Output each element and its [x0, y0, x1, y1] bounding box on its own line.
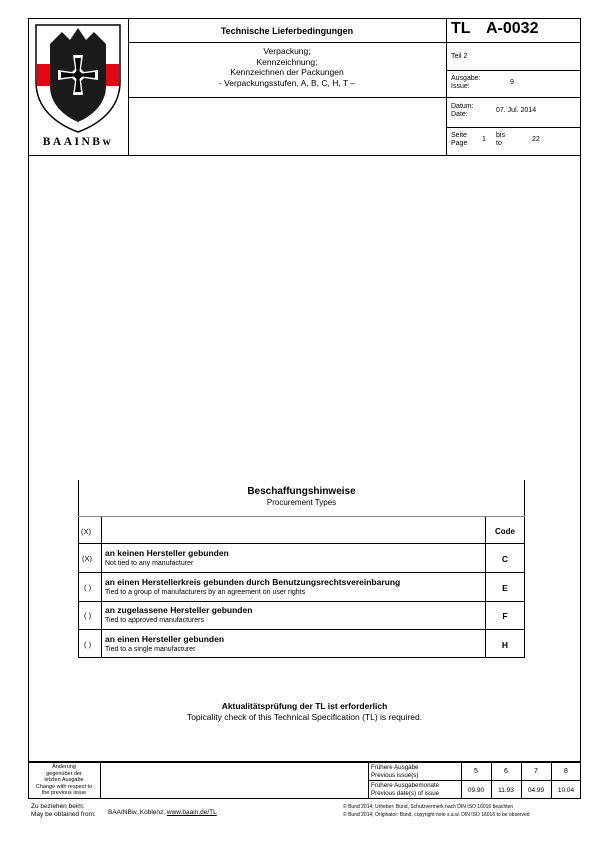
proc-row-desc: Not tied to any manufacturer [105, 560, 194, 567]
issue-label-en: Issue: [451, 83, 470, 90]
page-to-label-de: bis [496, 132, 505, 139]
proc-col-sep-mark [101, 516, 102, 658]
doc-id-prefix: TL [451, 20, 471, 37]
doc-title-line: - Verpackungsstufen, A, B, C, H, T – [218, 77, 356, 88]
topicality-en: Topicality check of this Technical Specification (TL) is required. [186, 712, 423, 722]
doc-title [128, 46, 446, 88]
footer-change-line: Change with respect to [35, 783, 93, 790]
footer-sep-change [100, 762, 101, 799]
footer-change-line: the previous issue [41, 790, 87, 796]
meta-divider [446, 18, 447, 155]
footer-prev-dates-de: Frühere Ausgabemonate [371, 782, 440, 789]
footer-date-cell: 09.90 [467, 787, 485, 794]
proc-row-rule [78, 543, 525, 544]
footer-change-line: gegenüber der [46, 770, 82, 777]
meta-rule-issue [446, 70, 581, 71]
proc-row-mark: ( ) [84, 583, 92, 592]
footer-prev-dates-label [371, 782, 439, 797]
obtain-source [108, 809, 217, 816]
proc-row-code: C [501, 554, 509, 564]
copyright-note [343, 803, 530, 819]
doc-type: Technische Lieferbedingungen [220, 26, 354, 36]
page-to-label [496, 132, 505, 148]
proc-row-title: an zugelassene Hersteller gebunden [105, 605, 253, 615]
date-label-en: Date: [451, 111, 468, 118]
issue-value: 9 [510, 79, 514, 86]
footer-date-cell: 04.99 [527, 787, 545, 794]
obtain-label [31, 803, 96, 819]
proc-row-rule [78, 572, 525, 573]
proc-row-mark: ( ) [84, 640, 92, 649]
proc-row-title: an einen Herstellerkreis gebunden durch Benutzungsrechtsvereinbarung [105, 577, 401, 587]
footer-change-line: letzten Ausgabe [44, 777, 84, 783]
obtain-label-en: May be obtained from: [31, 811, 96, 818]
proc-row-code: E [502, 583, 508, 593]
topicality-de: Aktualitätsprüfung der TL ist erforderlich [221, 701, 388, 711]
page-from: 1 [482, 136, 486, 143]
footer-date-cell: 11.93 [498, 787, 514, 794]
header-rule-2 [128, 97, 581, 98]
page-label-en: Page [451, 140, 468, 147]
doc-title-line: Kennzeichnung; [256, 56, 318, 67]
page-label-de: Seite [451, 132, 467, 139]
footer-change-note [28, 764, 100, 797]
proc-row-desc: Tied to a single manufacturer [105, 646, 196, 653]
header-bottom-rule [28, 155, 581, 156]
doc-id-number: A-0032 [486, 20, 539, 37]
footer-date-cell: 10.04 [557, 787, 575, 794]
footer-prev-issue-de: Frühere Ausgabe [371, 764, 419, 771]
doc-title-line: Kennzeichnen der Packungen [230, 67, 344, 77]
date-label-de: Datum: [451, 103, 474, 110]
date-label [451, 103, 474, 119]
page-label [451, 132, 467, 148]
date-value: 07. Jul. 2014 [496, 107, 537, 114]
proc-row-desc: Tied to a group of manufacturers by an agreement on user rights [105, 589, 306, 596]
footer-issue-cell: 5 [474, 768, 478, 775]
proc-title: Beschaffungshinweise [247, 486, 356, 497]
obtain-label-de: Zu beziehen beim: [31, 803, 85, 810]
footer-change-line: Änderung [52, 764, 76, 770]
footer-issue-cell: 8 [564, 768, 568, 775]
footer-issue-cell: 7 [534, 768, 538, 775]
page-to: 22 [532, 136, 540, 143]
logo-cell [28, 18, 128, 155]
footer-prev-dates-en: Previous date(s) of issue [371, 789, 440, 797]
footer-mid-rule [368, 780, 581, 781]
proc-bottom-border [78, 657, 525, 658]
proc-col-code: Code [495, 527, 515, 536]
proc-subtitle: Procurement Types [266, 498, 337, 507]
issue-label-de: Ausgabe: [451, 75, 481, 82]
doc-title-line: Verpackung; [263, 46, 311, 56]
proc-header-top-rule [78, 516, 525, 517]
footer-prev-issue-en: Previous issue(s) [371, 771, 419, 779]
logo-text: BAAINBw [42, 136, 114, 148]
proc-col-x: (X) [81, 527, 91, 536]
baainbw-logo [32, 22, 124, 134]
page-to-label-en: to [496, 140, 502, 147]
issue-label [451, 75, 481, 91]
proc-row-code: F [502, 611, 508, 621]
proc-row-mark: (X) [82, 554, 92, 563]
proc-row-code: H [501, 640, 509, 650]
copyright-en: © Bund 2014; Originator: Bund, copyright note s.a.w. DIN ISO 16016 to be observed [343, 812, 530, 818]
footer-prev-issue-label [371, 764, 418, 779]
proc-row-rule [78, 601, 525, 602]
proc-row-title: an einen Hersteller gebunden [105, 634, 225, 644]
footer-issue-cell: 6 [504, 768, 508, 775]
proc-row-desc: Tied to approved manufacturers [105, 617, 204, 624]
doc-part: Teil 2 [451, 53, 468, 60]
meta-rule-page [446, 127, 581, 128]
header-rule-1 [128, 42, 581, 43]
proc-row-rule [78, 629, 525, 630]
copyright-de: © Bund 2014; Urheber: Bund, Schutzvermerk nach DIN ISO 16016 beachten [343, 804, 514, 810]
obtain-org: BAAINBw, Koblenz; [108, 809, 167, 816]
proc-row-title: an keinen Hersteller gebunden [105, 548, 229, 558]
proc-row-mark: ( ) [84, 611, 92, 620]
obtain-link[interactable]: www.baain.de/TL [166, 809, 217, 816]
